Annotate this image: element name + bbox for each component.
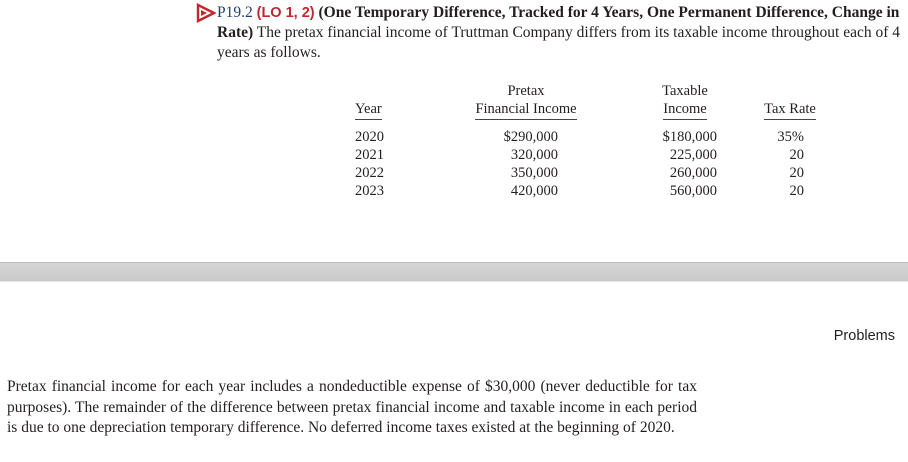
header-pretax: Pretax Financial Income xyxy=(417,82,635,122)
problem-id: P19.2 xyxy=(217,4,253,21)
problem-title: (One Temporary Difference, Tracked for 4 Years, One Permanent Difference, Change in Rate) xyxy=(217,4,900,41)
cell-rate: 20 xyxy=(789,183,804,199)
cell-taxable: 260,000 xyxy=(669,165,717,181)
cell-rate: 20 xyxy=(789,147,804,163)
table-row xyxy=(350,182,845,200)
table-row xyxy=(350,122,845,146)
cell-year: 2022 xyxy=(355,165,384,181)
problem-statement: The pretax financial income of Truttman Company differs from its taxable income throughout each of 4 years as follows. xyxy=(217,24,900,61)
header-year: Year xyxy=(350,82,417,122)
income-table xyxy=(350,82,845,200)
cell-taxable: 560,000 xyxy=(669,183,717,199)
table-row xyxy=(350,164,845,182)
cell-pretax: 320,000 xyxy=(510,147,558,163)
cell-pretax: $290,000 xyxy=(503,129,558,145)
cell-taxable: 225,000 xyxy=(669,147,717,163)
problem-intro xyxy=(217,3,907,63)
table-header-row xyxy=(350,82,845,122)
problem-paragraph: Pretax financial income for each year includes a nondeductible expense of $30,000 (never deductible for tax purposes). The remainder of the difference between pretax financial income and taxable income in each period is due to one depreciation temporary difference. No deferred income taxes existed at the beginning of 2020. xyxy=(7,378,697,436)
cell-pretax: 420,000 xyxy=(510,183,558,199)
cell-pretax: 350,000 xyxy=(510,165,558,181)
header-rate: Tax Rate xyxy=(735,82,845,122)
section-label: Problems xyxy=(833,328,895,344)
cell-rate: 35% xyxy=(777,129,804,145)
learning-objective: (LO 1, 2) xyxy=(256,5,315,21)
cell-rate: 20 xyxy=(789,165,804,181)
cell-taxable: $180,000 xyxy=(662,129,717,145)
page-divider xyxy=(0,262,908,282)
cell-year: 2020 xyxy=(355,129,384,145)
cell-year: 2023 xyxy=(355,183,384,199)
triangle-marker-icon xyxy=(196,3,216,23)
table-row xyxy=(350,146,845,164)
header-taxable: Taxable Income xyxy=(635,82,735,122)
cell-year: 2021 xyxy=(355,147,384,163)
